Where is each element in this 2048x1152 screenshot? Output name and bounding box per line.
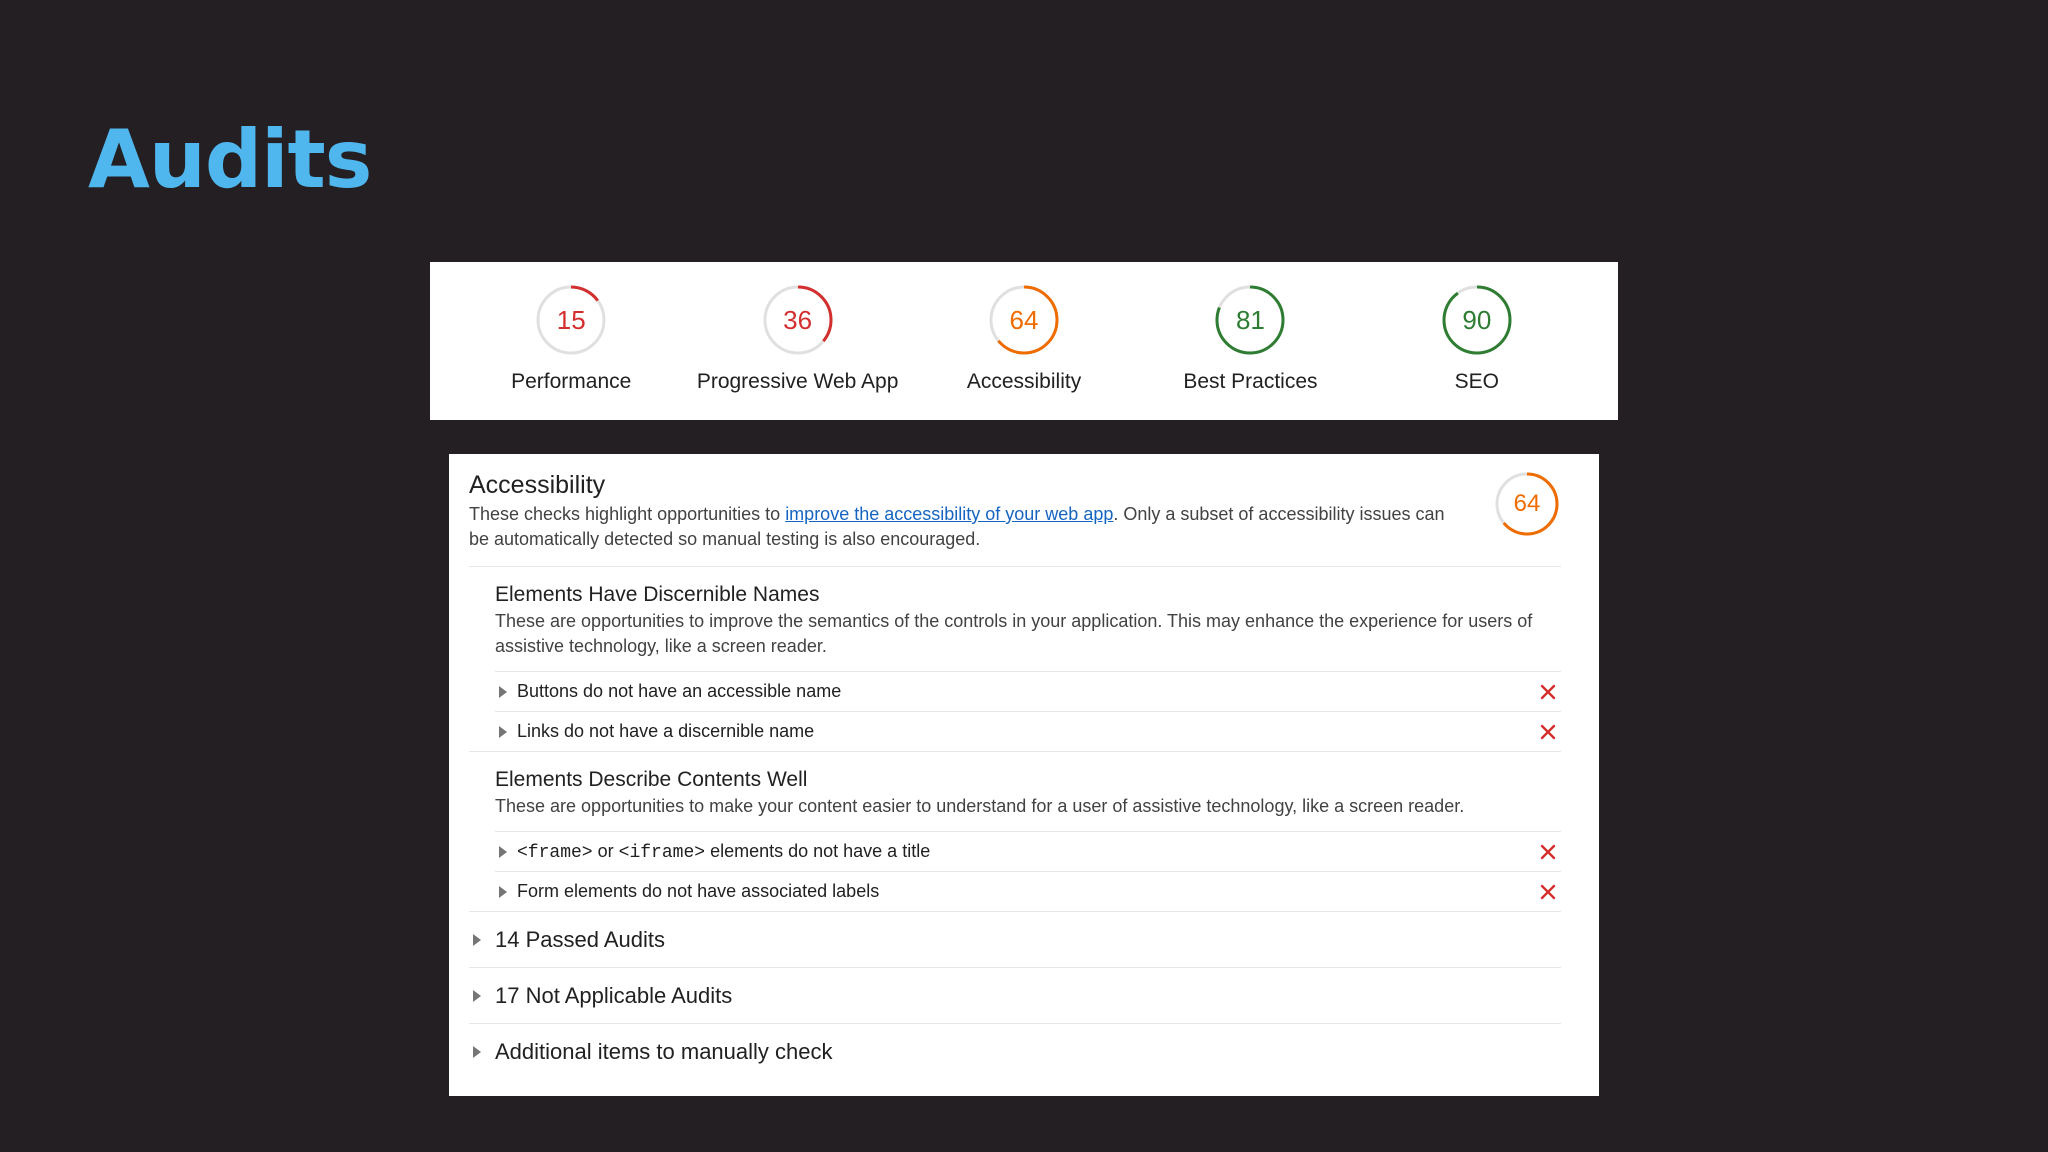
slide-title: Audits	[88, 113, 372, 206]
score-gauge	[988, 284, 1060, 356]
group-description: These are opportunities to make your content easier to understand for a user of assistive technology, like a screen reader.	[495, 796, 1465, 816]
expand-arrow-icon[interactable]	[499, 846, 507, 858]
not-applicable-audits-toggle[interactable]	[469, 967, 1561, 1023]
audit-title: Links do not have a discernible name	[517, 721, 815, 741]
score-seo[interactable]	[1364, 262, 1590, 420]
accessibility-link[interactable]: improve the accessibility of your web app	[785, 504, 1114, 524]
category-description	[469, 502, 1449, 552]
score-gauge	[1214, 284, 1286, 356]
passed-audits-toggle[interactable]	[469, 911, 1561, 967]
expand-arrow-icon[interactable]	[473, 990, 481, 1002]
category-header	[469, 454, 1561, 567]
expand-arrow-icon[interactable]	[473, 934, 481, 946]
fail-x-icon	[1539, 723, 1557, 741]
score-label: Progressive Web App	[696, 370, 899, 393]
score-best-practices[interactable]	[1137, 262, 1363, 420]
score-label: Performance	[511, 370, 632, 393]
expand-arrow-icon[interactable]	[499, 726, 507, 738]
audit-row[interactable]	[495, 671, 1561, 711]
category-title: Accessibility	[469, 471, 606, 499]
fail-x-icon	[1539, 683, 1557, 701]
expand-arrow-icon[interactable]	[499, 686, 507, 698]
score-value: 64	[1009, 304, 1039, 335]
collapsible-label: Additional items to manually check	[495, 1038, 833, 1064]
audit-title-rest: elements do not have a title	[705, 840, 931, 861]
expand-arrow-icon[interactable]	[499, 886, 507, 898]
score-label: Accessibility	[966, 370, 1082, 393]
score-value: 15	[556, 304, 586, 335]
category-desc-before: These checks highlight opportunities to	[469, 504, 786, 524]
code-iframe: <iframe>	[618, 842, 706, 863]
accessibility-detail-card	[449, 454, 1599, 1096]
audit-title-mid: or	[592, 840, 619, 861]
audit-title: Buttons do not have an accessible name	[517, 681, 842, 701]
category-desc-after: . Only a subset of accessibility issues can be automatically detected so manual testing is also encouraged.	[469, 504, 1445, 549]
category-score-gauge	[1491, 468, 1563, 540]
audit-row[interactable]	[495, 871, 1561, 911]
group-title: Elements Have Discernible Names	[495, 583, 820, 606]
audit-title	[517, 841, 1539, 863]
score-label: Best Practices	[1183, 370, 1318, 393]
score-value: 90	[1462, 304, 1492, 335]
audit-group	[469, 751, 1561, 911]
fail-x-icon	[1539, 843, 1557, 861]
expand-arrow-icon[interactable]	[473, 1046, 481, 1058]
code-frame: <frame>	[517, 842, 593, 863]
collapsible-label: 17 Not Applicable Audits	[495, 982, 733, 1008]
collapsible-label: 14 Passed Audits	[495, 926, 666, 952]
score-label: SEO	[1454, 370, 1499, 393]
score-pwa[interactable]	[684, 262, 910, 420]
audit-row[interactable]	[495, 711, 1561, 751]
score-accessibility[interactable]	[911, 262, 1137, 420]
audit-title: Form elements do not have associated labels	[517, 881, 880, 901]
score-value: 36	[783, 304, 813, 335]
group-header	[495, 752, 1561, 831]
group-header	[495, 567, 1561, 671]
score-gauge	[762, 284, 834, 356]
manual-check-toggle[interactable]	[469, 1023, 1561, 1079]
group-description: These are opportunities to improve the semantics of the controls in your application. This may enhance the experience for users of assistive technology, like a screen reader.	[495, 611, 1533, 656]
score-gauge	[535, 284, 607, 356]
score-summary-card	[430, 262, 1618, 420]
category-score-value: 64	[1513, 490, 1541, 517]
score-gauge	[1441, 284, 1513, 356]
score-performance[interactable]	[458, 262, 684, 420]
score-value: 81	[1235, 304, 1265, 335]
audit-row[interactable]	[495, 831, 1561, 871]
group-title: Elements Describe Contents Well	[495, 768, 808, 791]
audit-group	[469, 567, 1561, 751]
fail-x-icon	[1539, 883, 1557, 901]
